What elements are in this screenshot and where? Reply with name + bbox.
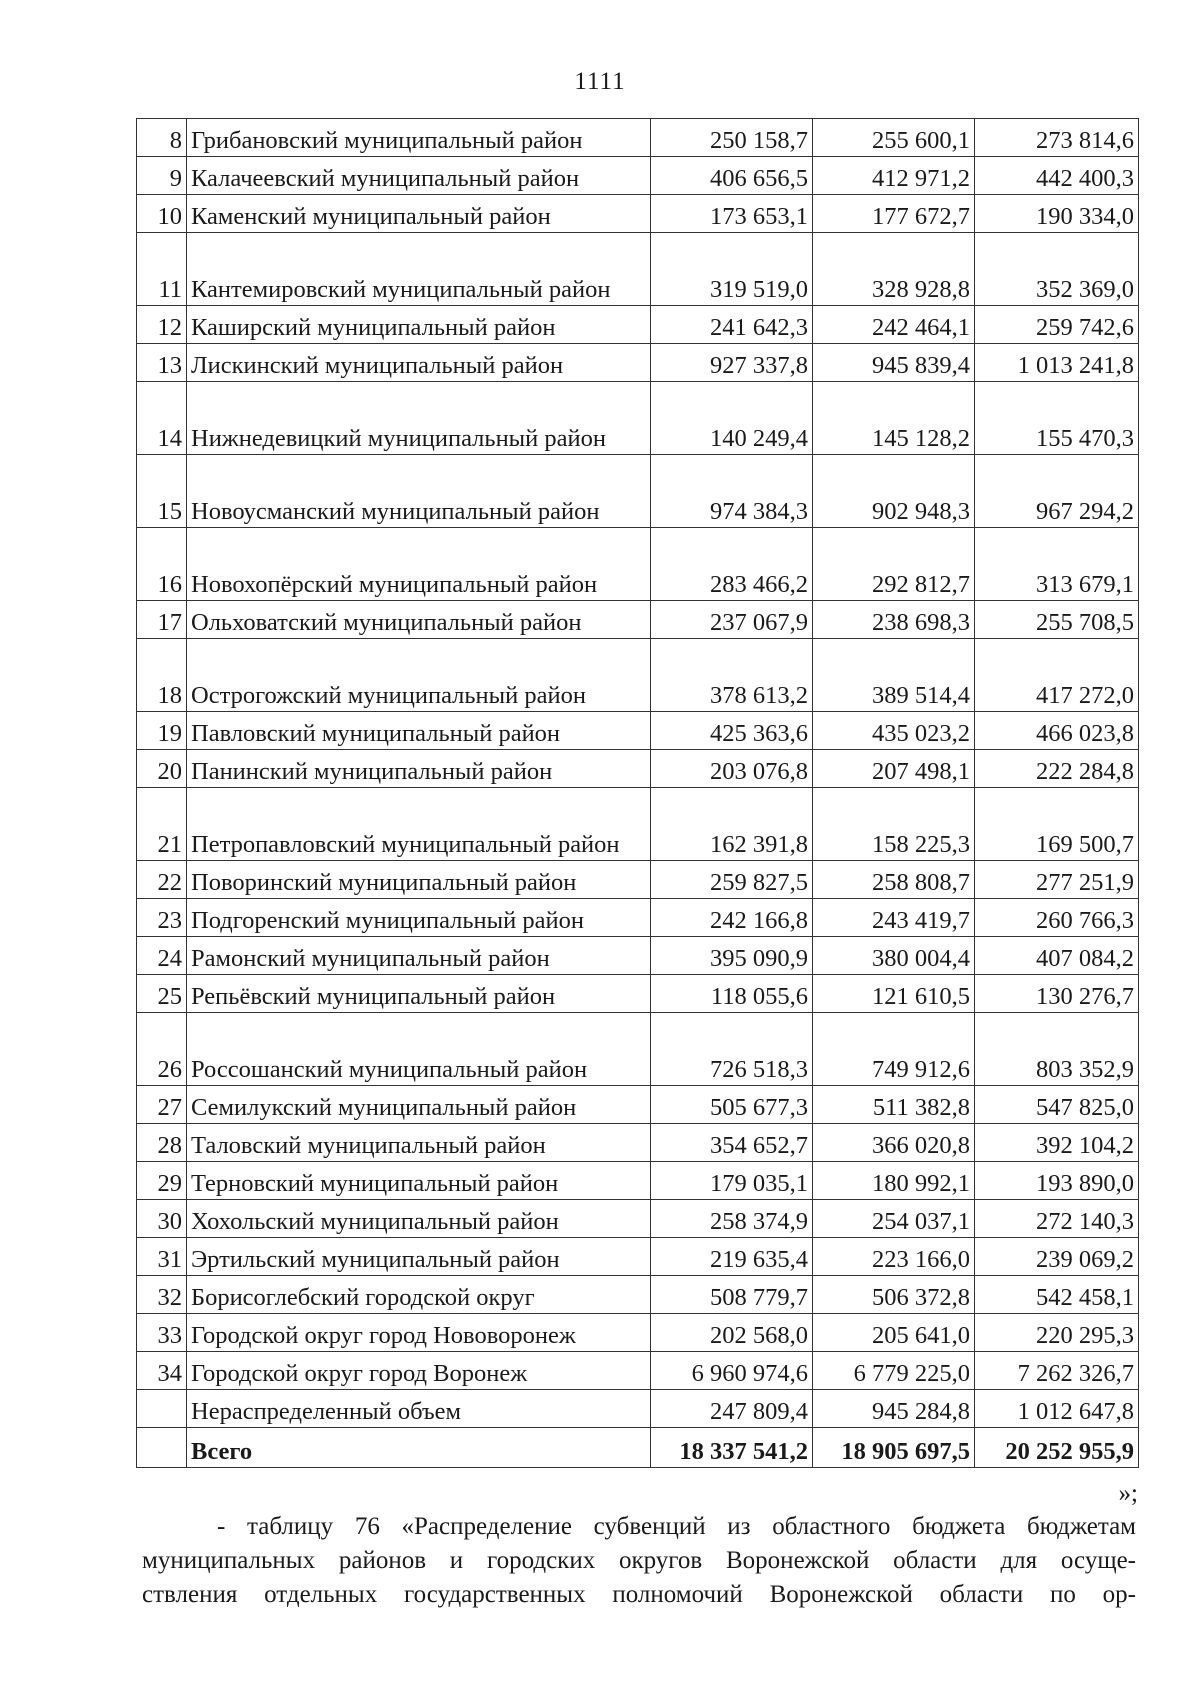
row-number: 31 — [137, 1238, 187, 1276]
value-col-2: 292 812,7 — [813, 528, 975, 601]
value-col-2: 145 128,2 — [813, 382, 975, 455]
district-name: Петропавловский муниципальный район — [187, 788, 651, 861]
row-number: 12 — [137, 306, 187, 344]
value-col-1: 283 466,2 — [651, 528, 813, 601]
row-number: 29 — [137, 1162, 187, 1200]
row-number: 32 — [137, 1276, 187, 1314]
table-body — [137, 119, 1139, 1468]
district-name: Эртильский муниципальный район — [187, 1238, 651, 1276]
row-number: 34 — [137, 1352, 187, 1390]
value-col-1: 378 613,2 — [651, 639, 813, 712]
table-row — [137, 1314, 1139, 1352]
value-col-3: 7 262 326,7 — [975, 1352, 1139, 1390]
district-name: Репьёвский муниципальный район — [187, 975, 651, 1013]
value-col-3: 352 369,0 — [975, 233, 1139, 306]
value-col-3: 272 140,3 — [975, 1200, 1139, 1238]
row-number: 11 — [137, 233, 187, 306]
value-col-3: 466 023,8 — [975, 712, 1139, 750]
value-col-2: 435 023,2 — [813, 712, 975, 750]
district-name: Хохольский муниципальный район — [187, 1200, 651, 1238]
district-name: Панинский муниципальный район — [187, 750, 651, 788]
district-name: Калачеевский муниципальный район — [187, 157, 651, 195]
row-number: 15 — [137, 455, 187, 528]
value-col-2: 945 284,8 — [813, 1390, 975, 1428]
value-col-2: 749 912,6 — [813, 1013, 975, 1086]
row-number: 17 — [137, 601, 187, 639]
value-col-3: 130 276,7 — [975, 975, 1139, 1013]
table-row — [137, 639, 1139, 712]
table-row — [137, 899, 1139, 937]
value-col-3: 417 272,0 — [975, 639, 1139, 712]
row-number: 22 — [137, 861, 187, 899]
table-row — [137, 528, 1139, 601]
value-col-2: 177 672,7 — [813, 195, 975, 233]
table-row — [137, 382, 1139, 455]
value-col-2: 389 514,4 — [813, 639, 975, 712]
value-col-2: 380 004,4 — [813, 937, 975, 975]
row-number: 30 — [137, 1200, 187, 1238]
table-row — [137, 1013, 1139, 1086]
table-row — [137, 455, 1139, 528]
value-col-3: 260 766,3 — [975, 899, 1139, 937]
value-col-2: 366 020,8 — [813, 1124, 975, 1162]
row-number: 20 — [137, 750, 187, 788]
value-col-1: 219 635,4 — [651, 1238, 813, 1276]
value-col-2: 180 992,1 — [813, 1162, 975, 1200]
value-col-1: 162 391,8 — [651, 788, 813, 861]
value-col-1: 179 035,1 — [651, 1162, 813, 1200]
district-name: Таловский муниципальный район — [187, 1124, 651, 1162]
district-name: Нераспределенный объем — [187, 1390, 651, 1428]
value-col-1: 202 568,0 — [651, 1314, 813, 1352]
value-col-1: 203 076,8 — [651, 750, 813, 788]
paragraph-line: муниципальных районов и городских округов Воронежской области для осуще- — [142, 1547, 1136, 1574]
value-col-3: 803 352,9 — [975, 1013, 1139, 1086]
value-col-2: 412 971,2 — [813, 157, 975, 195]
value-col-1: 258 374,9 — [651, 1200, 813, 1238]
row-number: 27 — [137, 1086, 187, 1124]
district-name: Терновский муниципальный район — [187, 1162, 651, 1200]
table-row — [137, 1276, 1139, 1314]
table-row — [137, 157, 1139, 195]
row-number: 33 — [137, 1314, 187, 1352]
value-col-1: 173 653,1 — [651, 195, 813, 233]
row-number: 21 — [137, 788, 187, 861]
value-col-3: 967 294,2 — [975, 455, 1139, 528]
value-col-1: 241 642,3 — [651, 306, 813, 344]
value-col-1: 726 518,3 — [651, 1013, 813, 1086]
total-label: Всего — [187, 1428, 651, 1468]
value-col-2: 121 610,5 — [813, 975, 975, 1013]
table-row — [137, 750, 1139, 788]
district-name: Россошанский муниципальный район — [187, 1013, 651, 1086]
value-col-2: 254 037,1 — [813, 1200, 975, 1238]
value-col-3: 407 084,2 — [975, 937, 1139, 975]
total-value-3: 20 252 955,9 — [975, 1428, 1139, 1468]
total-number — [137, 1428, 187, 1468]
row-number: 13 — [137, 344, 187, 382]
district-name: Подгоренский муниципальный район — [187, 899, 651, 937]
district-name: Ольховатский муниципальный район — [187, 601, 651, 639]
value-col-3: 273 814,6 — [975, 119, 1139, 157]
row-number: 19 — [137, 712, 187, 750]
row-number: 18 — [137, 639, 187, 712]
value-col-1: 242 166,8 — [651, 899, 813, 937]
total-row — [137, 1428, 1139, 1468]
table-row — [137, 119, 1139, 157]
value-col-2: 506 372,8 — [813, 1276, 975, 1314]
table-row — [137, 861, 1139, 899]
value-col-2: 207 498,1 — [813, 750, 975, 788]
value-col-2: 328 928,8 — [813, 233, 975, 306]
district-name: Кантемировский муниципальный район — [187, 233, 651, 306]
value-col-3: 1 013 241,8 — [975, 344, 1139, 382]
value-col-1: 140 249,4 — [651, 382, 813, 455]
row-number: 26 — [137, 1013, 187, 1086]
table-row — [137, 1200, 1139, 1238]
value-col-3: 277 251,9 — [975, 861, 1139, 899]
table-row — [137, 1390, 1139, 1428]
value-col-3: 313 679,1 — [975, 528, 1139, 601]
value-col-2: 242 464,1 — [813, 306, 975, 344]
table-row — [137, 1162, 1139, 1200]
value-col-3: 547 825,0 — [975, 1086, 1139, 1124]
total-value-1: 18 337 541,2 — [651, 1428, 813, 1468]
district-name: Поворинский муниципальный район — [187, 861, 651, 899]
body-paragraph — [142, 1510, 1136, 1612]
table-row — [137, 937, 1139, 975]
value-col-3: 239 069,2 — [975, 1238, 1139, 1276]
value-col-3: 222 284,8 — [975, 750, 1139, 788]
value-col-1: 395 090,9 — [651, 937, 813, 975]
row-number: 9 — [137, 157, 187, 195]
paragraph-line: - таблицу 76 «Распределение субвенций из областного бюджета бюджетам — [217, 1513, 1136, 1540]
value-col-1: 259 827,5 — [651, 861, 813, 899]
table-row — [137, 195, 1139, 233]
value-col-3: 255 708,5 — [975, 601, 1139, 639]
value-col-2: 223 166,0 — [813, 1238, 975, 1276]
district-name: Острогожский муниципальный район — [187, 639, 651, 712]
total-value-2: 18 905 697,5 — [813, 1428, 975, 1468]
table-row — [137, 975, 1139, 1013]
table-row — [137, 233, 1139, 306]
value-col-1: 508 779,7 — [651, 1276, 813, 1314]
table-row — [137, 1238, 1139, 1276]
value-col-2: 258 808,7 — [813, 861, 975, 899]
value-col-3: 155 470,3 — [975, 382, 1139, 455]
value-col-1: 250 158,7 — [651, 119, 813, 157]
value-col-1: 425 363,6 — [651, 712, 813, 750]
value-col-3: 442 400,3 — [975, 157, 1139, 195]
table-row — [137, 601, 1139, 639]
value-col-1: 505 677,3 — [651, 1086, 813, 1124]
paragraph-line: ствления отдельных государственных полномочий Воронежской области по ор- — [142, 1581, 1136, 1608]
district-name: Новоусманский муниципальный район — [187, 455, 651, 528]
district-name: Павловский муниципальный район — [187, 712, 651, 750]
value-col-3: 392 104,2 — [975, 1124, 1139, 1162]
page-number: 1111 — [574, 68, 626, 95]
value-col-2: 6 779 225,0 — [813, 1352, 975, 1390]
value-col-3: 220 295,3 — [975, 1314, 1139, 1352]
district-name: Новохопёрский муниципальный район — [187, 528, 651, 601]
table-row — [137, 1124, 1139, 1162]
row-number — [137, 1390, 187, 1428]
value-col-3: 259 742,6 — [975, 306, 1139, 344]
row-number: 16 — [137, 528, 187, 601]
value-col-2: 205 641,0 — [813, 1314, 975, 1352]
value-col-2: 902 948,3 — [813, 455, 975, 528]
row-number: 14 — [137, 382, 187, 455]
row-number: 8 — [137, 119, 187, 157]
row-number: 25 — [137, 975, 187, 1013]
value-col-2: 238 698,3 — [813, 601, 975, 639]
district-name: Рамонский муниципальный район — [187, 937, 651, 975]
value-col-1: 247 809,4 — [651, 1390, 813, 1428]
value-col-2: 511 382,8 — [813, 1086, 975, 1124]
value-col-3: 193 890,0 — [975, 1162, 1139, 1200]
value-col-1: 118 055,6 — [651, 975, 813, 1013]
value-col-2: 158 225,3 — [813, 788, 975, 861]
value-col-3: 1 012 647,8 — [975, 1390, 1139, 1428]
value-col-3: 190 334,0 — [975, 195, 1139, 233]
value-col-2: 945 839,4 — [813, 344, 975, 382]
district-name: Нижнедевицкий муниципальный район — [187, 382, 651, 455]
table-row — [137, 788, 1139, 861]
district-name: Каширский муниципальный район — [187, 306, 651, 344]
table-row — [137, 306, 1139, 344]
row-number: 23 — [137, 899, 187, 937]
district-name: Борисоглебский городской округ — [187, 1276, 651, 1314]
district-name: Городской округ город Нововоронеж — [187, 1314, 651, 1352]
value-col-1: 974 384,3 — [651, 455, 813, 528]
row-number: 10 — [137, 195, 187, 233]
subvention-table — [136, 118, 1139, 1468]
row-number: 24 — [137, 937, 187, 975]
row-number: 28 — [137, 1124, 187, 1162]
district-name: Семилукский муниципальный район — [187, 1086, 651, 1124]
table-row — [137, 1352, 1139, 1390]
value-col-1: 237 067,9 — [651, 601, 813, 639]
closing-quote: »; — [1118, 1480, 1138, 1507]
value-col-3: 169 500,7 — [975, 788, 1139, 861]
value-col-1: 319 519,0 — [651, 233, 813, 306]
value-col-1: 6 960 974,6 — [651, 1352, 813, 1390]
district-name: Грибановский муниципальный район — [187, 119, 651, 157]
table-row — [137, 712, 1139, 750]
value-col-1: 927 337,8 — [651, 344, 813, 382]
district-name: Каменский муниципальный район — [187, 195, 651, 233]
value-col-1: 354 652,7 — [651, 1124, 813, 1162]
district-name: Лискинский муниципальный район — [187, 344, 651, 382]
value-col-1: 406 656,5 — [651, 157, 813, 195]
value-col-2: 255 600,1 — [813, 119, 975, 157]
table-row — [137, 1086, 1139, 1124]
district-name: Городской округ город Воронеж — [187, 1352, 651, 1390]
value-col-2: 243 419,7 — [813, 899, 975, 937]
table-row — [137, 344, 1139, 382]
value-col-3: 542 458,1 — [975, 1276, 1139, 1314]
